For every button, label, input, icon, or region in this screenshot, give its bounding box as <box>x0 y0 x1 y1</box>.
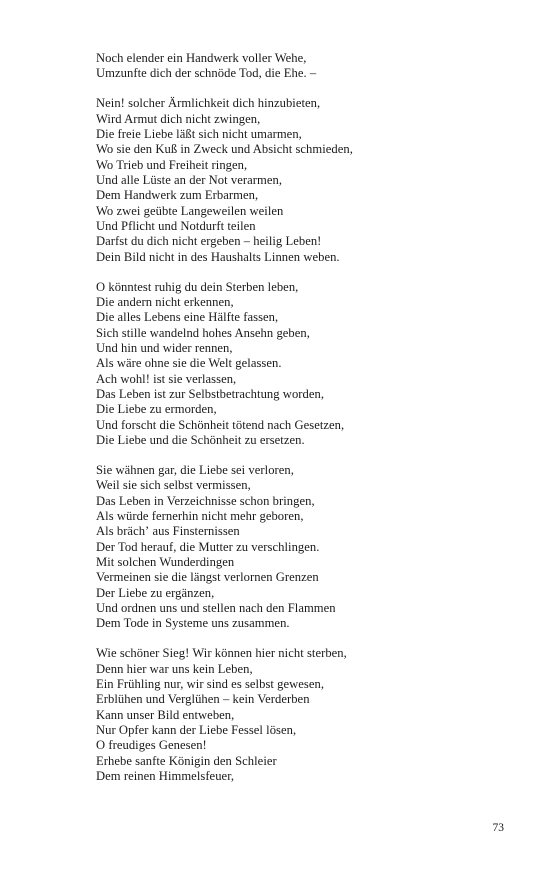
verse-line: Ach wohl! ist sie verlassen, <box>96 371 237 386</box>
verse-line: Als wäre ohne sie die Welt gelassen. <box>96 356 282 371</box>
verse-line: Weil sie sich selbst vermissen, <box>96 478 251 493</box>
verse-line: Noch elender ein Handwerk voller Wehe, <box>96 51 307 65</box>
verse-line: Das Leben in Verzeichnisse schon bringen, <box>96 493 315 508</box>
verse-line: Wo zwei geübte Langeweilen weilen <box>96 203 284 218</box>
verse-line: Und alle Lüste an der Not verarmen, <box>96 173 283 187</box>
verse-line: Erhebe sanfte Königin den Schleier <box>96 753 277 768</box>
verse-line: Wo Trieb und Freiheit ringen, <box>96 157 248 172</box>
page-number: 73 <box>492 822 504 834</box>
verse-line: Kann unser Bild entweben, <box>96 707 235 722</box>
verse-line: Der Liebe zu ergänzen, <box>96 585 215 600</box>
verse-line: Die freie Liebe läßt sich nicht umarmen, <box>96 126 302 141</box>
verse-line: Ein Frühling nur, wir sind es selbst gewesen, <box>96 677 325 692</box>
verse-line: Sich stille wandelnd hohes Ansehn geben, <box>96 325 310 340</box>
verse-line: Als brächʼ aus Finsternissen <box>96 524 240 539</box>
verse-line: Nur Opfer kann der Liebe Fessel lösen, <box>96 723 297 738</box>
verse-line: Als würde fernerhin nicht mehr geboren, <box>96 509 304 524</box>
verse-line: Dem Tode in Systeme uns zusammen. <box>96 616 290 631</box>
verse-line: Dem reinen Himmelsfeuer, <box>96 769 235 784</box>
stanza <box>96 646 516 784</box>
verse-line: Und Pflicht und Notdurft teilen <box>96 219 256 234</box>
verse-line: Der Tod herauf, die Mutter zu verschlingen. <box>96 539 320 554</box>
verse-line: O könntest ruhig du dein Sterben leben, <box>96 279 299 294</box>
verse-line: Dem Handwerk zum Erbarmen, <box>96 188 259 203</box>
stanza <box>96 463 516 632</box>
verse-line: Darfst du dich nicht ergeben – heilig Leben! <box>96 234 322 249</box>
verse-line: Erblühen und Verglühen – kein Verderben <box>96 692 310 707</box>
stanza <box>96 96 516 265</box>
verse-line: O freudiges Genesen! <box>96 738 207 753</box>
verse-line: Wo sie den Kuß in Zweck und Absicht schmieden, <box>96 142 353 157</box>
verse-line: Sie wähnen gar, die Liebe sei verloren, <box>96 463 294 478</box>
verse-line: Vermeinen sie die längst verlornen Grenzen <box>96 570 319 585</box>
verse-line: Nein! solcher Ärmlichkeit dich hinzubieten, <box>96 96 321 111</box>
verse-line: Umzunfte dich der schnöde Tod, die Ehe. – <box>96 66 317 81</box>
verse-line: Die Liebe zu ermorden, <box>96 402 217 417</box>
stanza <box>96 51 516 82</box>
verse-line: Wie schöner Sieg! Wir können hier nicht sterben, <box>96 646 347 661</box>
verse-line: Denn hier war uns kein Leben, <box>96 661 253 676</box>
verse-line: Und ordnen uns und stellen nach den Flammen <box>96 601 336 616</box>
verse-line: Die Liebe und die Schönheit zu ersetzen. <box>96 433 305 448</box>
verse-line: Das Leben ist zur Selbstbetrachtung worden, <box>96 387 325 402</box>
verse-line: Die alles Lebens eine Hälfte fassen, <box>96 310 279 325</box>
verse-line: Wird Armut dich nicht zwingen, <box>96 111 261 126</box>
verse-line: Dein Bild nicht in des Haushalts Linnen weben. <box>96 249 340 264</box>
verse-line: Mit solchen Wunderdingen <box>96 555 235 570</box>
poem-body <box>96 51 516 799</box>
verse-line: Die andern nicht erkennen, <box>96 295 234 309</box>
stanza <box>96 280 516 449</box>
verse-line: Und hin und wider rennen, <box>96 341 233 356</box>
verse-line: Und forscht die Schönheit tötend nach Gesetzen, <box>96 417 345 432</box>
